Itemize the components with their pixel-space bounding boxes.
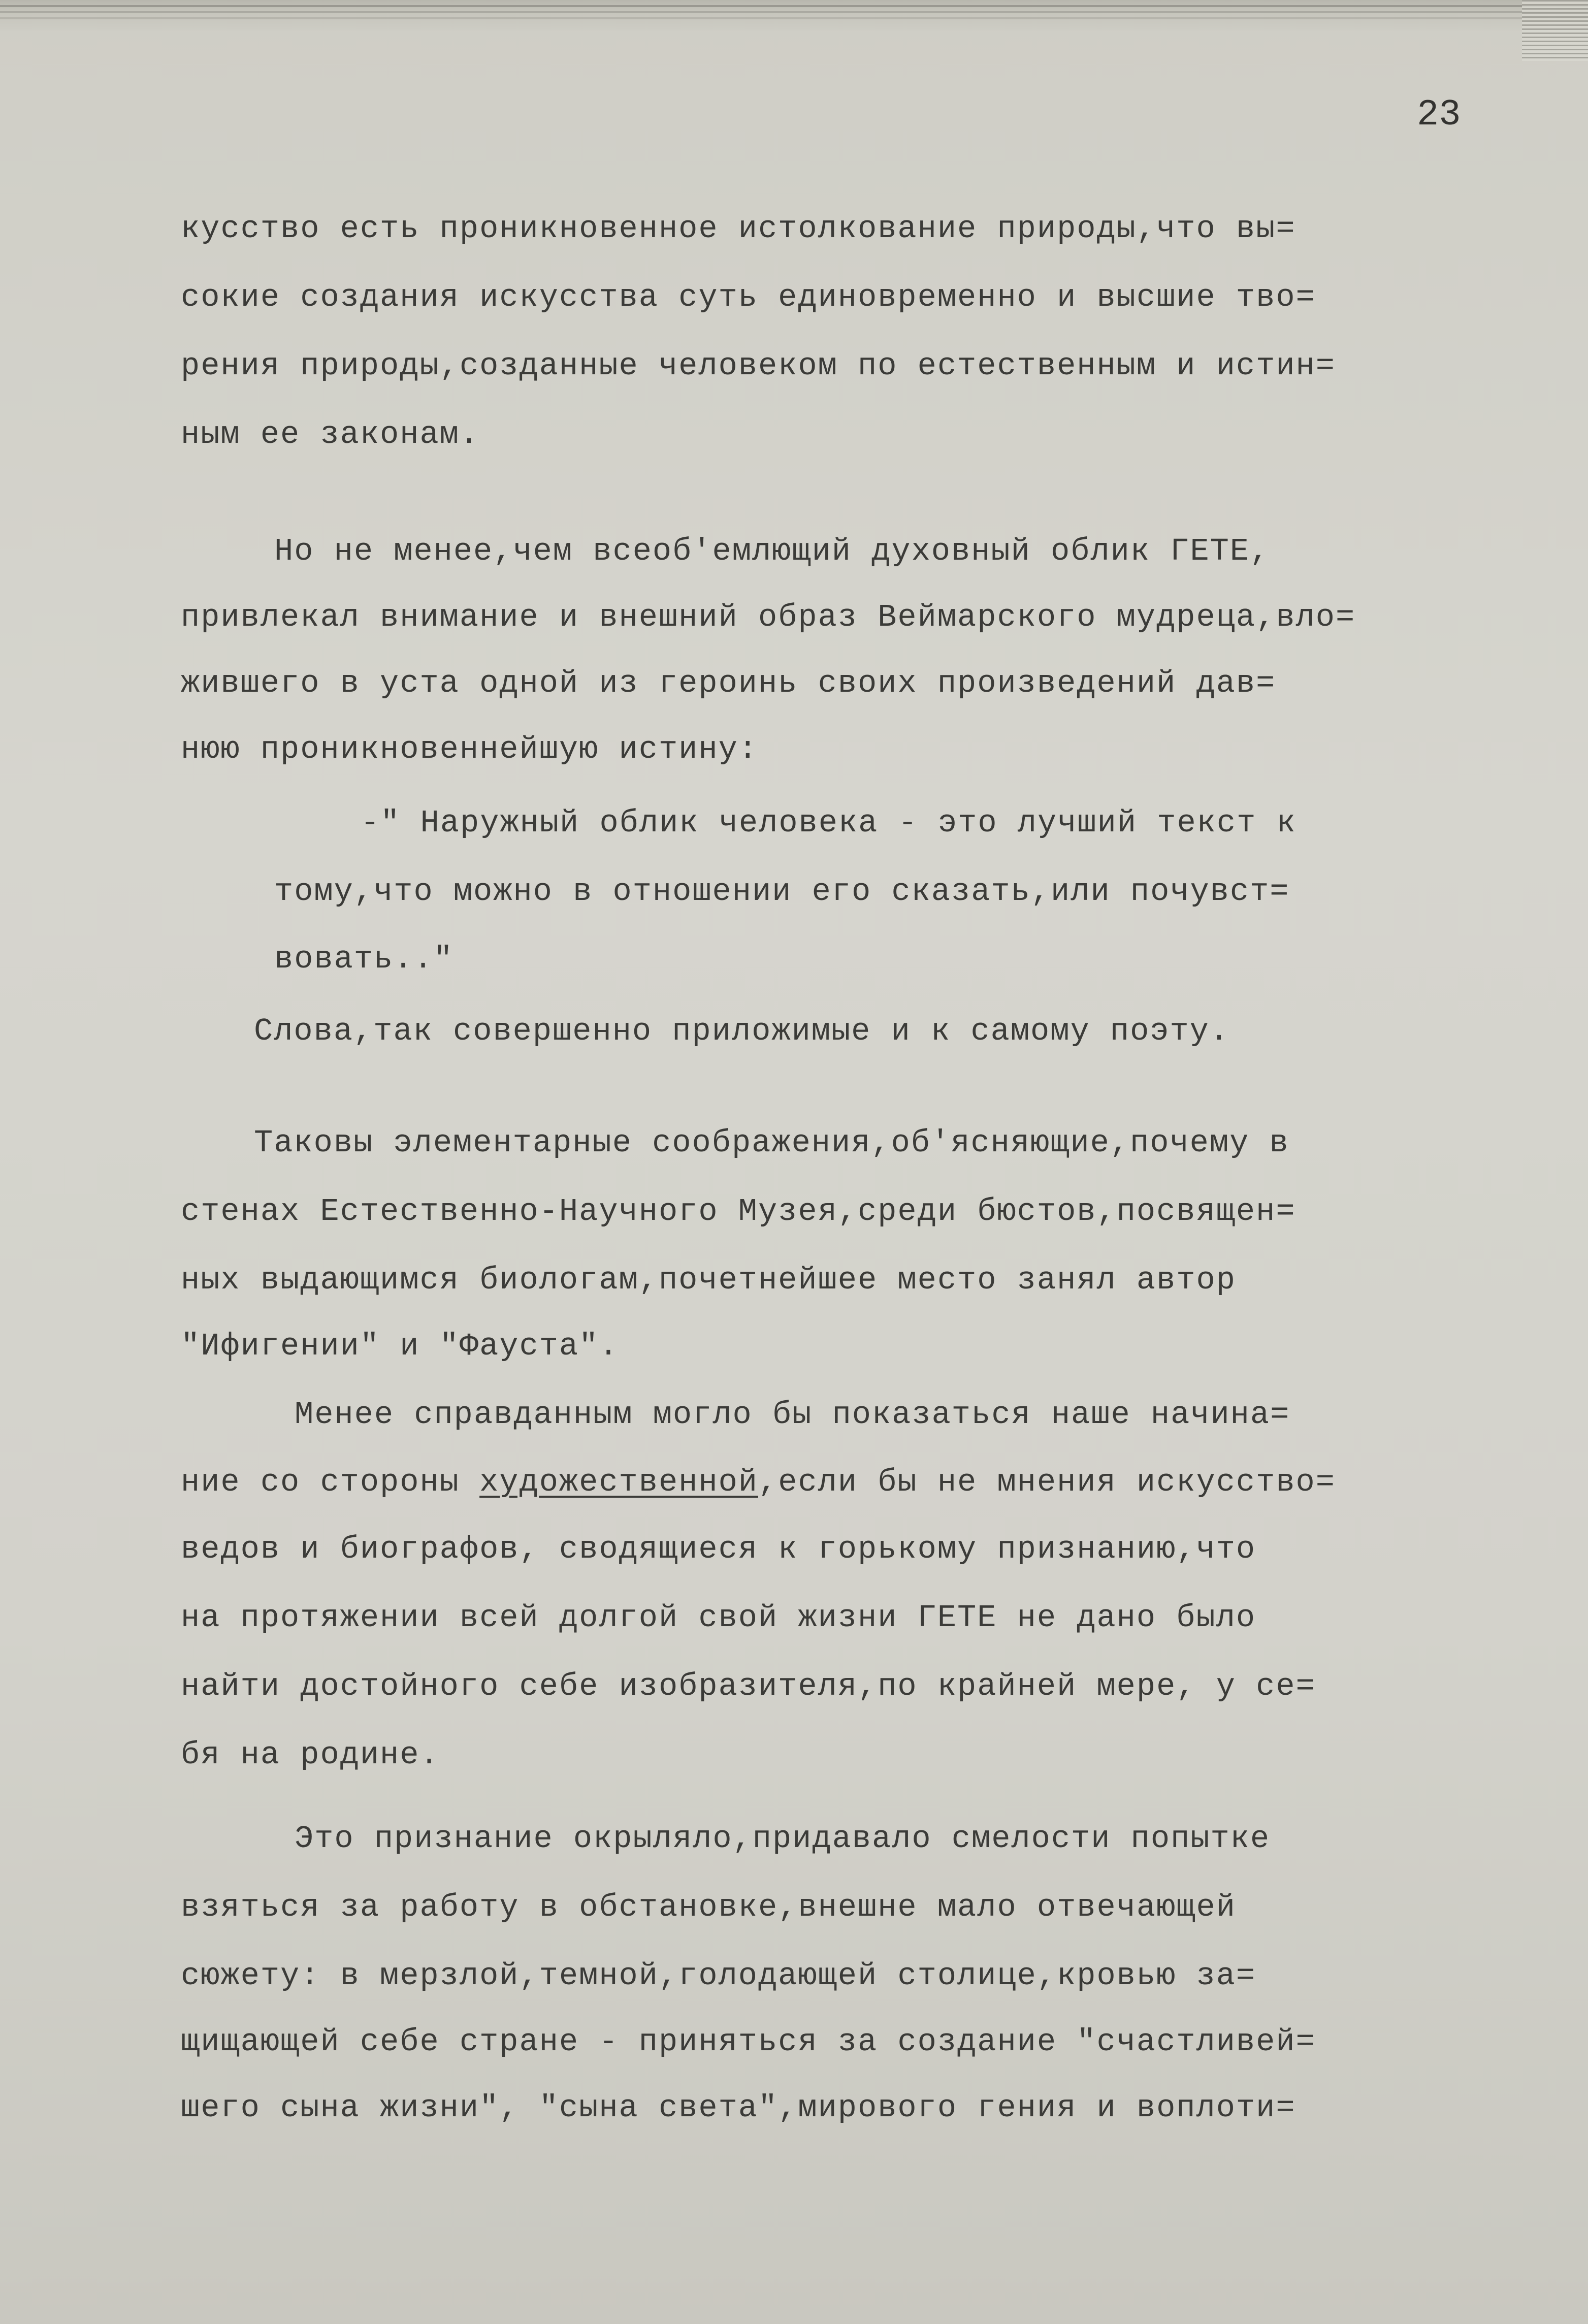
text-line: ведов и биографов, сводящиеся к горькому признанию,что bbox=[181, 1531, 1256, 1567]
text-line: Это признание окрыляло,придавало смелости попытке bbox=[295, 1821, 1271, 1857]
quote-line: -" Наружный облик человека - это лучший текст к bbox=[361, 805, 1297, 841]
text-line: ных выдающимся биологам,почетнейшее место занял автор bbox=[181, 1262, 1236, 1298]
text-line: бя на родине. bbox=[181, 1737, 440, 1773]
text-line: нюю проникновеннейшую истину: bbox=[181, 731, 758, 767]
text-segment: ,если бы не мнения искусство= bbox=[758, 1464, 1336, 1500]
quote-line: вовать.." bbox=[274, 941, 453, 977]
quote-line: тому,что можно в отношении его сказать,или почувст= bbox=[274, 874, 1290, 910]
text-line: щищающей себе стране - приняться за создание "счастливей= bbox=[181, 2024, 1316, 2060]
text-line: Слова,так совершенно приложимые и к самому поэту. bbox=[254, 1013, 1230, 1049]
text-line: Таковы элементарные соображения,об'ясняющие,почему в bbox=[254, 1125, 1289, 1161]
text-line: кусство есть проникновенное истолкование природы,что вы= bbox=[181, 211, 1296, 247]
text-line: "Ифигении" и "Фауста". bbox=[181, 1328, 619, 1364]
text-line: привлекал внимание и внешний образ Веймарского мудреца,вло= bbox=[181, 599, 1356, 635]
text-line: сокие создания искусства суть единовременно и высшие тво= bbox=[181, 279, 1316, 315]
page-number: 23 bbox=[1417, 94, 1461, 136]
text-line: жившего в уста одной из героинь своих произведений дав= bbox=[181, 665, 1276, 701]
text-line-with-underline bbox=[181, 1464, 1336, 1500]
underlined-word: художественной bbox=[479, 1464, 758, 1500]
text-line: взяться за работу в обстановке,внешне мало отвечающей bbox=[181, 1889, 1236, 1925]
text-line: на протяжении всей долгой свой жизни ГЕТЕ не дано было bbox=[181, 1600, 1256, 1636]
paper-stack-edge bbox=[1522, 0, 1588, 61]
paper-top-edge bbox=[0, 0, 1588, 30]
text-line: шего сына жизни", "сына света",мирового гения и воплоти= bbox=[181, 2090, 1296, 2126]
text-line: Но не менее,чем всеоб'емлющий духовный облик ГЕТЕ, bbox=[274, 533, 1270, 569]
text-line: рения природы,созданные человеком по естественным и истин= bbox=[181, 348, 1336, 384]
text-line: сюжету: в мерзлой,темной,голодающей столице,кровью за= bbox=[181, 1958, 1256, 1994]
text-segment: ние со стороны bbox=[181, 1464, 480, 1500]
text-line: ным ее законам. bbox=[181, 416, 480, 453]
text-line: стенах Естественно-Научного Музея,среди бюстов,посвящен= bbox=[181, 1193, 1296, 1230]
text-line: найти достойного себе изобразителя,по крайней мере, у се= bbox=[181, 1668, 1316, 1704]
text-line: Менее справданным могло бы показаться наше начина= bbox=[295, 1397, 1290, 1433]
